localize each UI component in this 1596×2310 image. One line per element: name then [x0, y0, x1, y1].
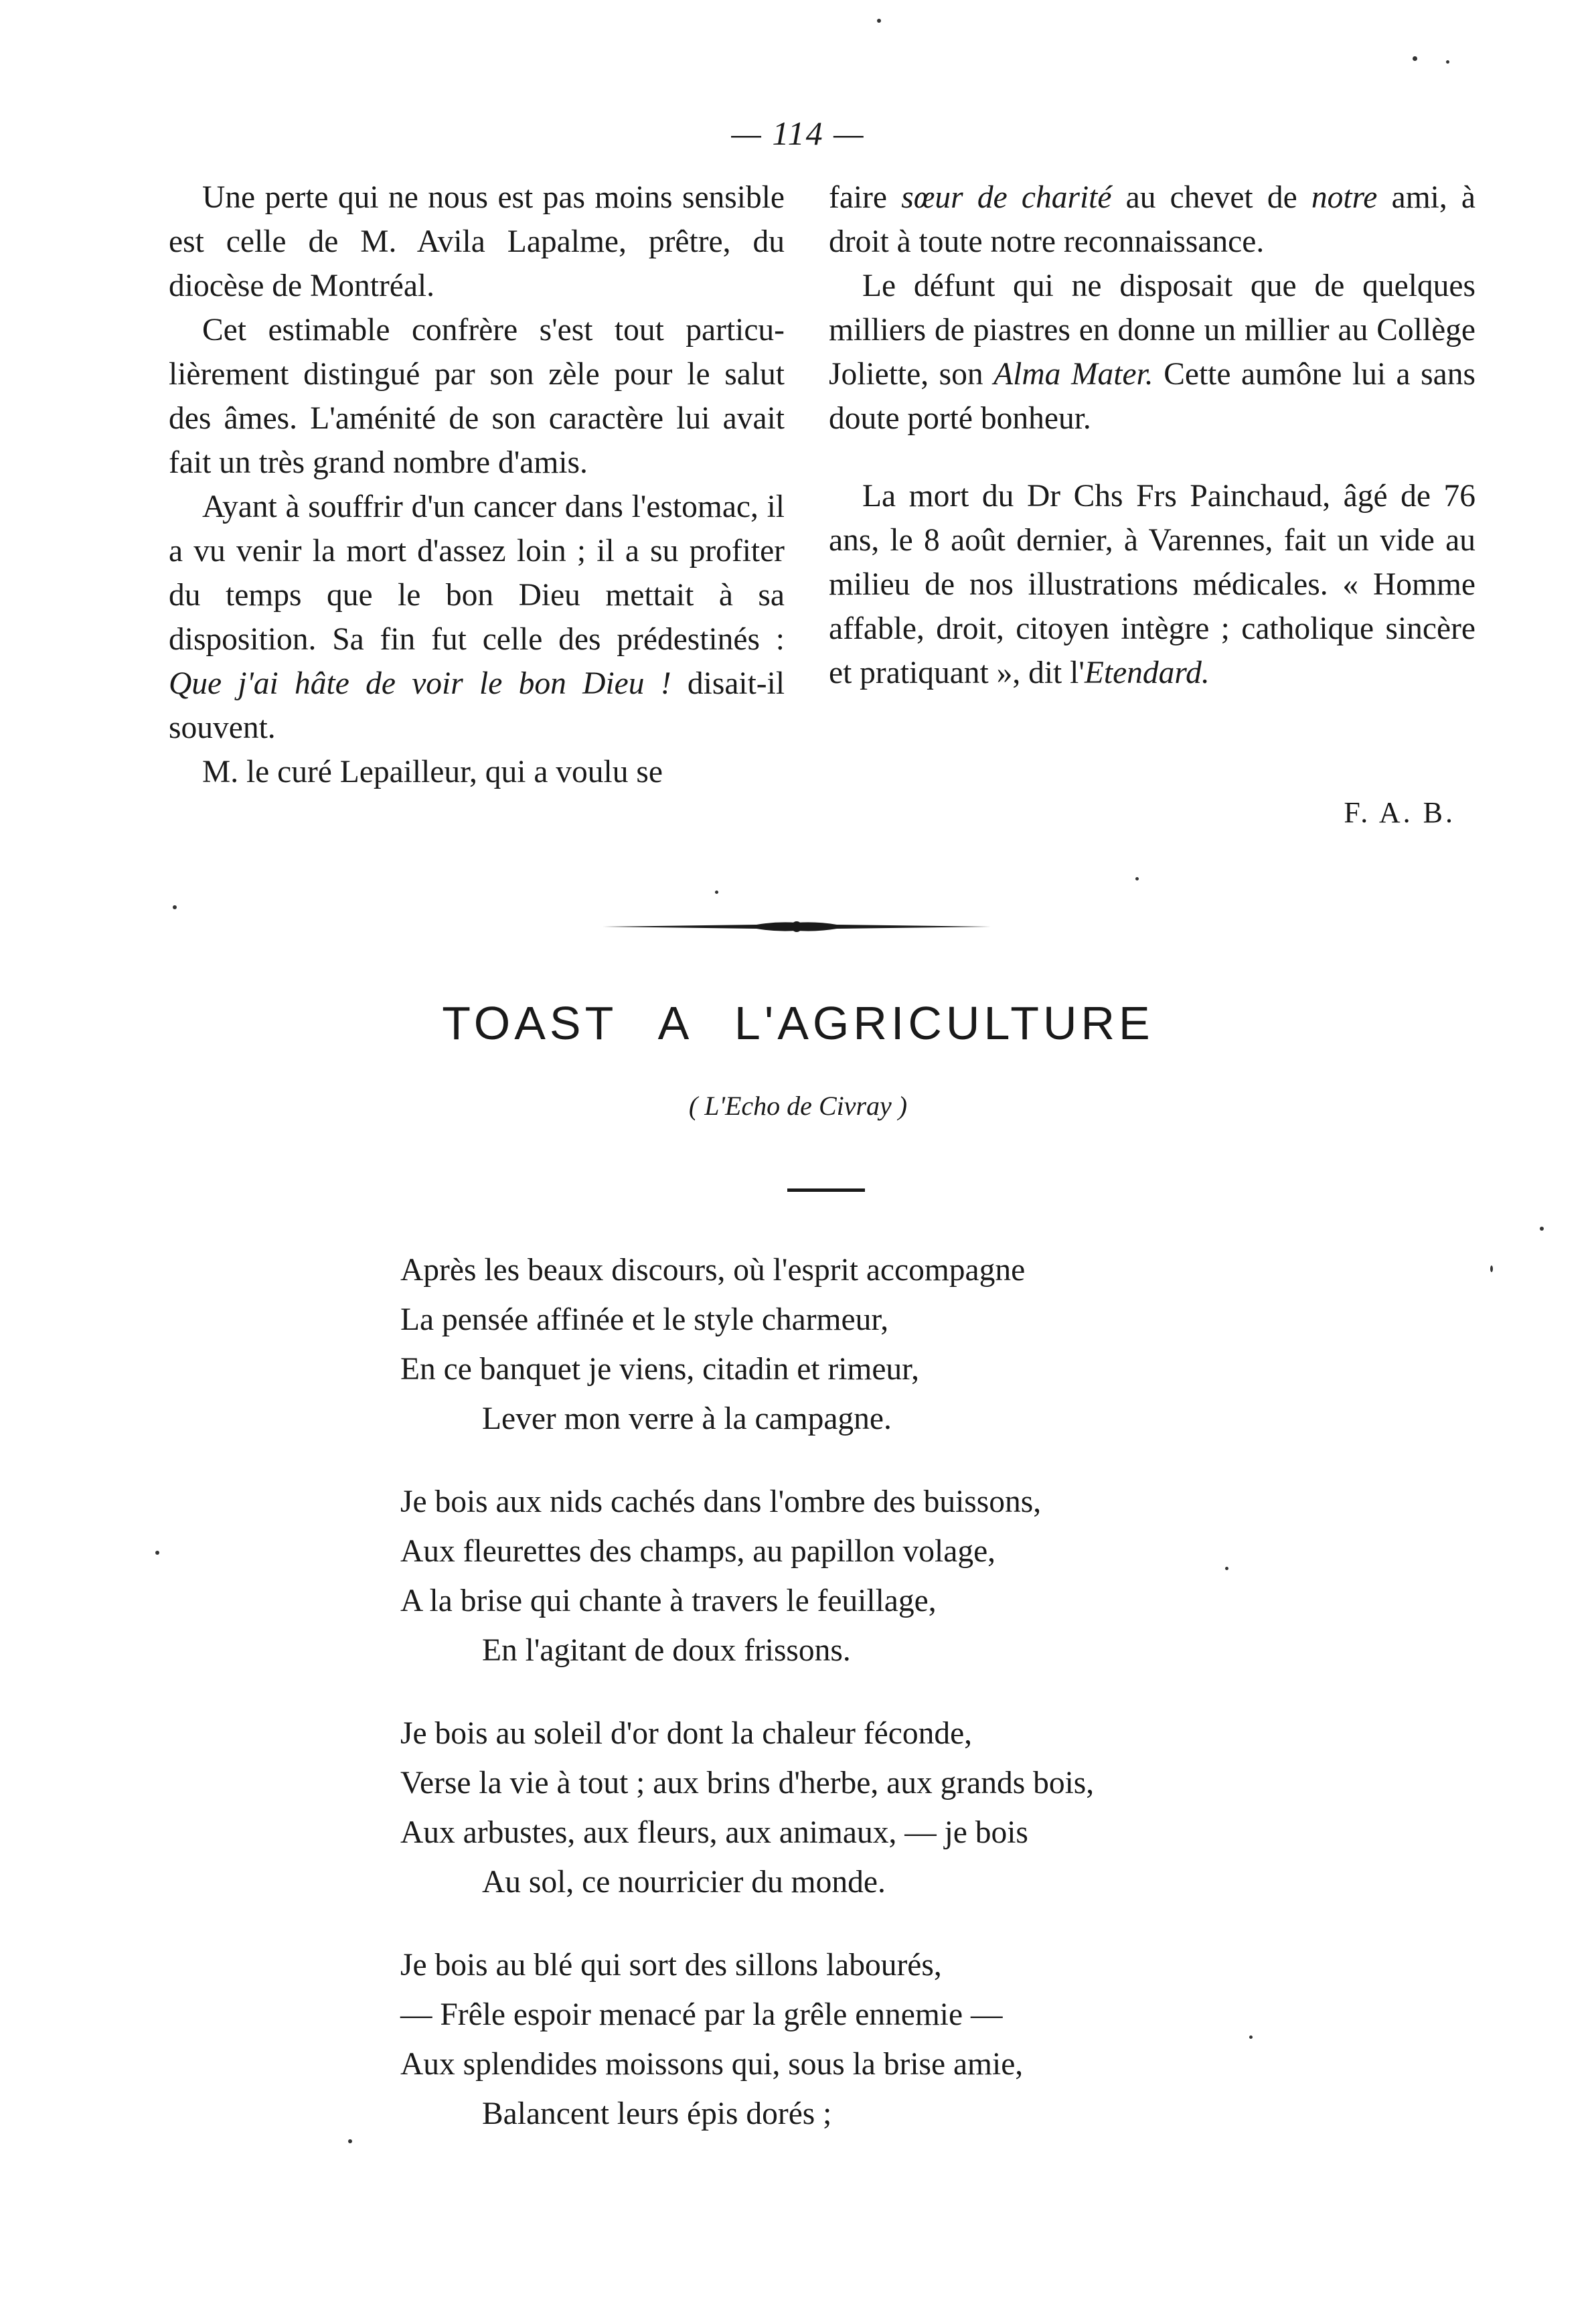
- paragraph-lepailleur: M. le curé Lepailleur, qui a voulu se: [202, 755, 663, 789]
- ornament-dot: [791, 921, 802, 932]
- quote-bon-dieu: Que j'ai hâte de voir le bon Dieu !: [169, 666, 671, 701]
- text-run: Cette aumône lui a sans doute porté bonheur.: [829, 357, 1475, 436]
- poem-line: Au sol, ce nourricier du monde.: [482, 1865, 886, 1900]
- poem-line: — Frêle espoir menacé par la grêle ennemie —: [400, 1997, 1003, 2032]
- scan-speck: [1225, 1567, 1228, 1570]
- scan-speck: [1249, 2035, 1253, 2039]
- poem-line: Je bois aux nids cachés dans l'ombre des buissons,: [400, 1484, 1042, 1519]
- scan-speck: [715, 891, 718, 894]
- paragraph-cancer-text: Ayant à souffrir d'un cancer dans l'estomac, il a vu venir la mort d'assez loin ; il a su profiter du temps que le bon Dieu mettait à sa disposition. Sa fin fut celle des prédestinés :: [169, 489, 785, 657]
- italic-run: Alma Mater.: [993, 357, 1153, 392]
- poem-line: En ce banquet je viens, citadin et rimeur,: [400, 1352, 919, 1387]
- poem-line: Aux splendides moissons qui, sous la brise amie,: [400, 2047, 1024, 2082]
- poem-line: La pensée affinée et le style charmeur,: [400, 1302, 889, 1337]
- poem-line: Je bois au soleil d'or dont la chaleur féconde,: [400, 1716, 973, 1751]
- paragraph-confrere: Cet estimable confrère s'est tout particulièrement distingué par son zèle pour le salut des âmes. L'aménité de son caractère lui avait fait un très grand nombre d'amis.: [169, 313, 785, 480]
- short-rule: [787, 1188, 865, 1192]
- right-column: [829, 175, 1475, 695]
- paragraph-painchaud: [829, 474, 1475, 695]
- scan-speck: [1446, 60, 1449, 64]
- paragraph-lapalme: Une perte qui ne nous est pas moins sensible est celle de M. Avila Lapalme, prêtre, du diocèse de Montréal.: [169, 180, 785, 303]
- text-run: Le défunt qui ne disposait que de quelques milliers de piastres en donne un millier au Collège Joliette, son: [829, 268, 1475, 392]
- scan-speck: [1540, 1227, 1544, 1231]
- poem-line: Aux arbustes, aux fleurs, aux animaux, — je bois: [400, 1815, 1028, 1850]
- text-run: au chevet de: [1125, 180, 1297, 215]
- signature: F. A. B.: [1344, 796, 1455, 829]
- poem-line: Verse la vie à tout ; aux brins d'herbe, aux grands bois,: [400, 1766, 1095, 1800]
- paragraph-soeur-charite: [829, 175, 1475, 264]
- italic-run: Etendard.: [1084, 656, 1210, 690]
- poem-line: En l'agitant de doux frissons.: [482, 1633, 851, 1668]
- scan-speck: [1490, 1265, 1493, 1272]
- scan-speck: [1135, 877, 1139, 880]
- left-column: [169, 175, 785, 794]
- text-run: ami, à droit à toute notre reconnaissance.: [829, 180, 1476, 259]
- text-run: La mort du Dr Chs Frs Painchaud, âgé de 76 ans, le 8 août dernier, à Varennes, fait un vide au milieu de nos illustrations médicales. « Homme affable, droit, citoyen intègre ; catholique sincère et pratiquant », dit l': [829, 479, 1475, 690]
- italic-run: sœur de charité: [901, 180, 1112, 215]
- italic-run: notre: [1311, 180, 1378, 215]
- scan-speck: [1413, 56, 1417, 61]
- poem-line: Lever mon verre à la campagne.: [482, 1401, 892, 1436]
- poem-line: Je bois au blé qui sort des sillons labourés,: [400, 1948, 942, 1983]
- scan-speck: [155, 1551, 159, 1555]
- text-run: faire: [829, 180, 887, 215]
- scan-speck: [348, 2139, 352, 2143]
- scan-speck: [173, 905, 177, 909]
- poem-line: A la brise qui chante à travers le feuillage,: [400, 1584, 937, 1618]
- paragraph-cancer: [169, 485, 785, 750]
- poem-line: Après les beaux discours, où l'esprit accompagne: [400, 1253, 1026, 1288]
- paragraph-cancer-end: disait-il souvent.: [169, 666, 785, 745]
- paragraph-defunt: [829, 264, 1475, 441]
- article-source: ( L'Echo de Civray ): [688, 1091, 908, 1121]
- stanza: [400, 1477, 1405, 1675]
- scan-speck: [877, 19, 881, 23]
- article-title: TOAST A L'AGRICULTURE: [442, 997, 1154, 1049]
- poem-line: Balancent leurs épis dorés ;: [482, 2096, 832, 2131]
- poem: [400, 1245, 1405, 2172]
- stanza: [400, 1709, 1405, 1907]
- ornament-divider: [603, 913, 991, 940]
- stanza: [400, 1245, 1405, 1444]
- page-number: — 114 —: [731, 114, 865, 152]
- poem-line: Aux fleurettes des champs, au papillon volage,: [400, 1534, 996, 1569]
- stanza: [400, 1940, 1405, 2139]
